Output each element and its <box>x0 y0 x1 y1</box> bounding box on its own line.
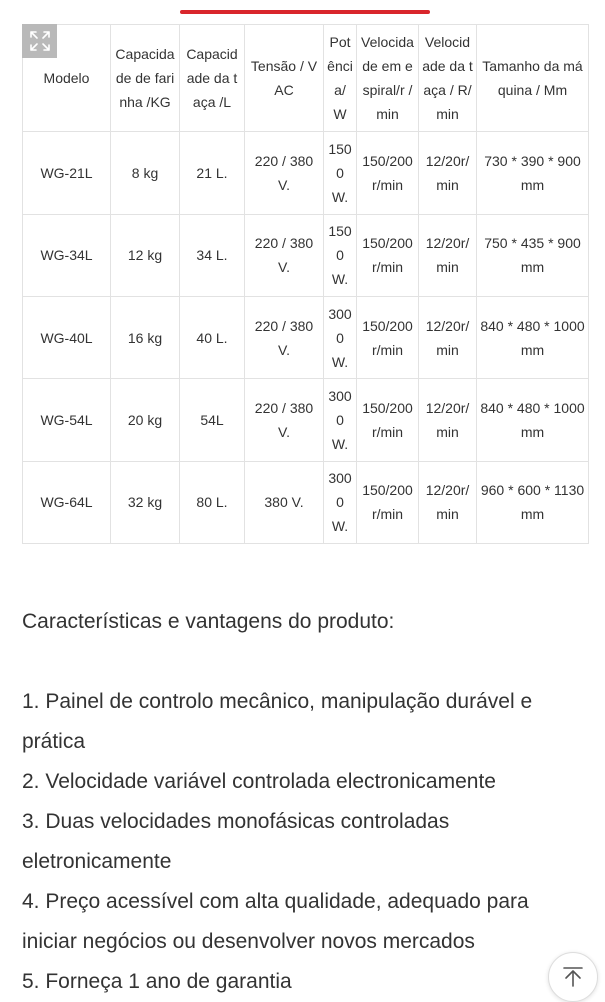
cell-power: 3000 W. <box>324 297 357 379</box>
table-row <box>23 214 589 296</box>
cell-machine-size: 730 * 390 * 900 mm <box>477 132 589 214</box>
cell-model: WG-34L <box>23 214 111 296</box>
cell-spiral-speed: 150/200 r/min <box>357 297 419 379</box>
list-item: 2. Velocidade variável controlada electronicamente <box>22 770 496 793</box>
cell-voltage: 220 / 380 V. <box>245 214 324 296</box>
table-row <box>23 379 589 461</box>
cell-flour-capacity: 32 kg <box>111 461 180 543</box>
cell-bowl-capacity: 34 L. <box>180 214 245 296</box>
features-section <box>22 602 587 1002</box>
cell-spiral-speed: 150/200 r/min <box>357 379 419 461</box>
header-power: Potência/ W <box>324 25 357 132</box>
expand-table-button[interactable] <box>22 24 57 58</box>
spec-table-container <box>22 24 588 544</box>
spec-table <box>22 24 589 544</box>
header-bowl-speed: Velocidade da taça / R/min <box>419 25 477 132</box>
cell-flour-capacity: 8 kg <box>111 132 180 214</box>
table-row <box>23 297 589 379</box>
cell-voltage: 220 / 380 V. <box>245 132 324 214</box>
cell-machine-size: 840 * 480 * 1000 mm <box>477 297 589 379</box>
list-item: 3. Duas velocidades monofásicas controladas eletronicamente <box>22 810 450 873</box>
cell-machine-size: 840 * 480 * 1000 mm <box>477 379 589 461</box>
cell-bowl-capacity: 21 L. <box>180 132 245 214</box>
cell-machine-size: 960 * 600 * 1130 mm <box>477 461 589 543</box>
cell-model: WG-64L <box>23 461 111 543</box>
header-voltage: Tensão / VAC <box>245 25 324 132</box>
features-title: Características e vantagens do produto: <box>22 610 395 633</box>
cell-power: 1500 W. <box>324 132 357 214</box>
cell-voltage: 220 / 380 V. <box>245 379 324 461</box>
cell-model: WG-21L <box>23 132 111 214</box>
cell-bowl-speed: 12/20r/ min <box>419 379 477 461</box>
cell-power: 3000 W. <box>324 461 357 543</box>
header-model: Modelo <box>23 25 111 132</box>
expand-icon <box>29 30 51 52</box>
cell-voltage: 380 V. <box>245 461 324 543</box>
cell-bowl-speed: 12/20r/ min <box>419 461 477 543</box>
cell-bowl-capacity: 40 L. <box>180 297 245 379</box>
cell-bowl-capacity: 54L <box>180 379 245 461</box>
table-row <box>23 132 589 214</box>
cell-flour-capacity: 20 kg <box>111 379 180 461</box>
cell-bowl-speed: 12/20r/ min <box>419 297 477 379</box>
back-to-top-button[interactable] <box>548 952 598 1002</box>
header-flour-capacity: Capacidade de farinha /KG <box>111 25 180 132</box>
list-item: 4. Preço acessível com alta qualidade, adequado para iniciar negócios ou desenvolver novos mercados <box>22 890 529 953</box>
cell-voltage: 220 / 380 V. <box>245 297 324 379</box>
table-header-row <box>23 25 589 132</box>
cell-flour-capacity: 12 kg <box>111 214 180 296</box>
cell-bowl-speed: 12/20r/ min <box>419 214 477 296</box>
list-item: 5. Forneça 1 ano de garantia <box>22 970 292 993</box>
header-spiral-speed: Velocidade em espiral/r /min <box>357 25 419 132</box>
cell-spiral-speed: 150/200 r/min <box>357 214 419 296</box>
table-row <box>23 461 589 543</box>
cell-flour-capacity: 16 kg <box>111 297 180 379</box>
scroll-progress-bar <box>180 10 430 14</box>
features-list <box>22 682 587 1002</box>
cell-spiral-speed: 150/200 r/min <box>357 132 419 214</box>
list-item: 1. Painel de controlo mecânico, manipulação durável e prática <box>22 690 533 753</box>
header-machine-size: Tamanho da máquina / Mm <box>477 25 589 132</box>
cell-bowl-speed: 12/20r/ min <box>419 132 477 214</box>
cell-model: WG-54L <box>23 379 111 461</box>
cell-spiral-speed: 150/200 r/min <box>357 461 419 543</box>
cell-power: 1500 W. <box>324 214 357 296</box>
cell-power: 3000 W. <box>324 379 357 461</box>
cell-machine-size: 750 * 435 * 900 mm <box>477 214 589 296</box>
cell-model: WG-40L <box>23 297 111 379</box>
header-bowl-capacity: Capacidade da taça /L <box>180 25 245 132</box>
cell-bowl-capacity: 80 L. <box>180 461 245 543</box>
arrow-up-icon <box>561 965 585 989</box>
